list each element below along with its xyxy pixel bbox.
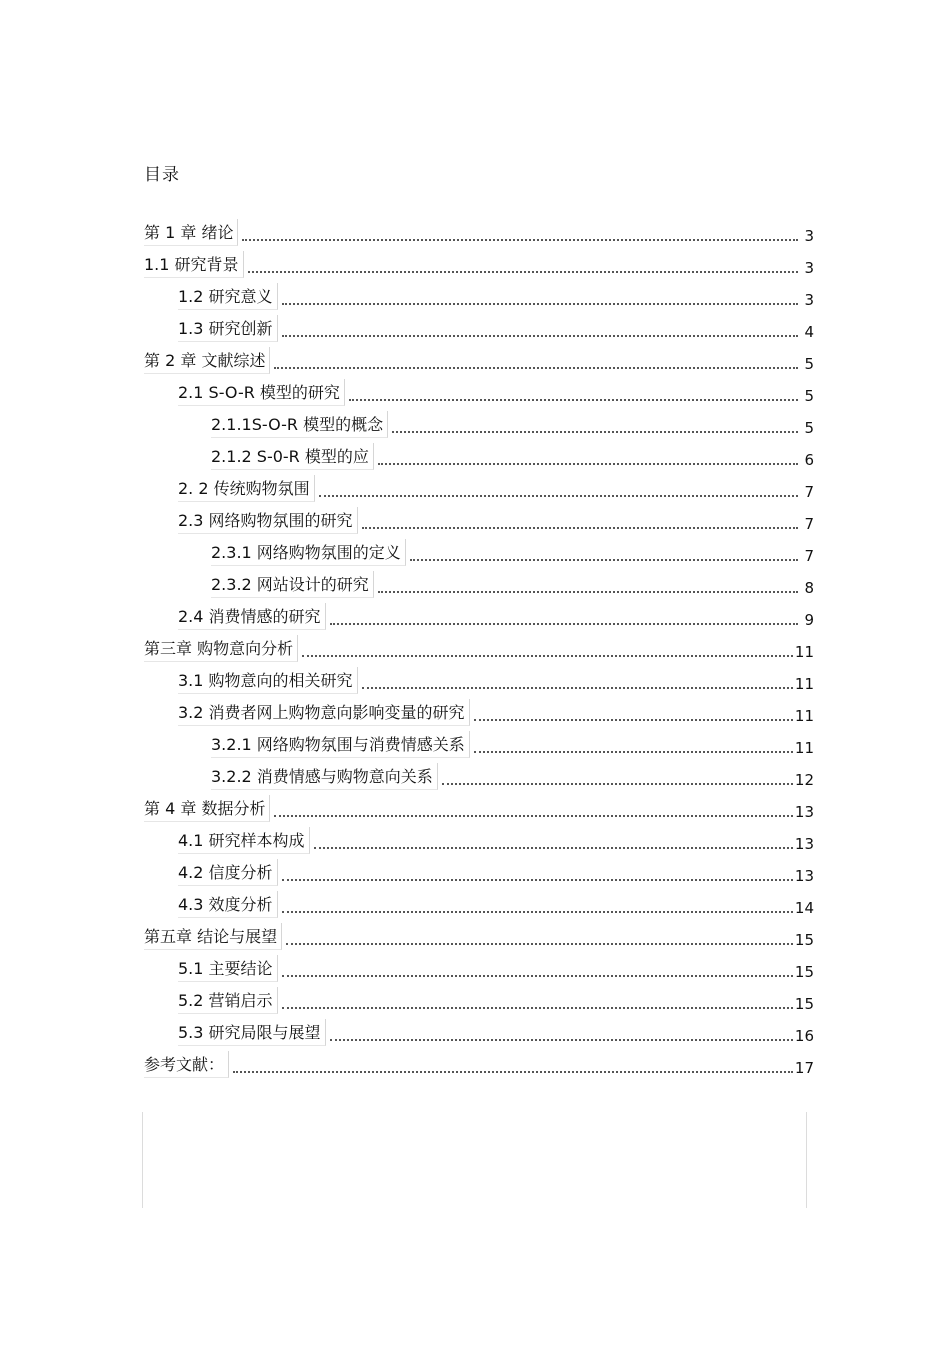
toc-dot-leader — [314, 847, 793, 849]
toc-dot-leader — [349, 399, 798, 401]
toc-entry-label: 3.2.1 网络购物氛围与消费情感关系 — [211, 731, 470, 758]
toc-entry[interactable] — [144, 566, 814, 598]
toc-page-number: 3 — [804, 291, 814, 309]
toc-page-number: 5 — [804, 355, 814, 373]
toc-entry[interactable] — [144, 854, 814, 886]
toc-entry[interactable] — [144, 886, 814, 918]
toc-entry[interactable] — [144, 310, 814, 342]
toc-entry-label: 5.1 主要结论 — [178, 955, 278, 982]
toc-page-number: 12 — [794, 771, 814, 789]
toc-entry[interactable] — [144, 438, 814, 470]
toc-entry[interactable] — [144, 726, 814, 758]
toc-entry-label: 2. 2 传统购物氛围 — [178, 475, 315, 502]
toc-entry-label: 2.3.2 网站设计的研究 — [211, 571, 374, 598]
toc-entry[interactable] — [144, 758, 814, 790]
toc-entry-label: 5.2 营销启示 — [178, 987, 278, 1014]
toc-dot-leader — [282, 911, 793, 913]
toc-dot-leader — [282, 975, 793, 977]
toc-entry-label: 3.1 购物意向的相关研究 — [178, 667, 358, 694]
toc-entry-label: 4.2 信度分析 — [178, 859, 278, 886]
toc-dot-leader — [233, 1071, 793, 1073]
toc-page-number: 13 — [794, 867, 814, 885]
toc-page-number: 7 — [804, 515, 814, 533]
toc-entry-label: 3.2 消费者网上购物意向影响变量的研究 — [178, 699, 470, 726]
toc-entry[interactable] — [144, 598, 814, 630]
toc-dot-leader — [378, 591, 798, 593]
toc-entry-label: 第 1 章 绪论 — [144, 219, 238, 246]
toc-entry-label: 第 4 章 数据分析 — [144, 795, 270, 822]
toc-dot-leader — [474, 719, 793, 721]
toc-page-number: 6 — [804, 451, 814, 469]
toc-page-number: 13 — [794, 835, 814, 853]
toc-page-number: 16 — [794, 1027, 814, 1045]
toc-entry-label: 4.3 效度分析 — [178, 891, 278, 918]
toc-dot-leader — [410, 559, 798, 561]
toc-entry[interactable] — [144, 1014, 814, 1046]
toc-page-number: 11 — [794, 707, 814, 725]
toc-page-number: 15 — [794, 931, 814, 949]
toc-page-number: 3 — [804, 227, 814, 245]
toc-entry[interactable] — [144, 502, 814, 534]
toc-entry[interactable] — [144, 694, 814, 726]
toc-entry-label: 3.2.2 消费情感与购物意向关系 — [211, 763, 438, 790]
toc-dot-leader — [282, 335, 798, 337]
toc-entry-label: 1.3 研究创新 — [178, 315, 278, 342]
toc-page-number: 14 — [794, 899, 814, 917]
toc-entry[interactable] — [144, 534, 814, 566]
toc-entry-label: 2.3 网络购物氛围的研究 — [178, 507, 358, 534]
toc-entry[interactable] — [144, 630, 814, 662]
toc-page-number: 9 — [804, 611, 814, 629]
toc-entry-label: 1.2 研究意义 — [178, 283, 278, 310]
toc-page-number: 7 — [804, 547, 814, 565]
toc-dot-leader — [362, 687, 793, 689]
toc-page-number: 13 — [794, 803, 814, 821]
toc-entry-label: 参考文献： — [144, 1051, 229, 1078]
toc-entry[interactable] — [144, 470, 814, 502]
toc-page-number: 11 — [794, 739, 814, 757]
toc-entry[interactable] — [144, 822, 814, 854]
toc-entry[interactable] — [144, 342, 814, 374]
toc-entry-label: 4.1 研究样本构成 — [178, 827, 310, 854]
toc-entry[interactable] — [144, 278, 814, 310]
frame-line-right — [806, 1112, 807, 1208]
toc-dot-leader — [330, 1039, 793, 1041]
toc-dot-leader — [282, 1007, 793, 1009]
toc-entry[interactable] — [144, 246, 814, 278]
toc-dot-leader — [378, 463, 798, 465]
toc-dot-leader — [362, 527, 798, 529]
toc-dot-leader — [319, 495, 798, 497]
toc-dot-leader — [242, 239, 798, 241]
toc-entry[interactable] — [144, 1046, 814, 1078]
toc-page-number: 7 — [804, 483, 814, 501]
toc-entry-label: 第 2 章 文献综述 — [144, 347, 270, 374]
toc-entry-label: 2.4 消费情感的研究 — [178, 603, 326, 630]
toc-page-number: 5 — [804, 387, 814, 405]
toc-entry[interactable] — [144, 406, 814, 438]
toc-entry[interactable] — [144, 662, 814, 694]
toc-dot-leader — [442, 783, 793, 785]
toc-page-number: 15 — [794, 995, 814, 1013]
toc-entry-label: 2.1.1S-O-R 模型的概念 — [211, 411, 388, 438]
toc-page-number: 17 — [794, 1059, 814, 1077]
toc-entry-label: 第五章 结论与展望 — [144, 923, 282, 950]
toc-dot-leader — [248, 271, 798, 273]
toc-page-number: 4 — [804, 323, 814, 341]
toc-page-number: 8 — [804, 579, 814, 597]
toc-dot-leader — [282, 879, 793, 881]
toc-dot-leader — [282, 303, 798, 305]
toc-entry-label: 2.3.1 网络购物氛围的定义 — [211, 539, 406, 566]
toc-entry[interactable] — [144, 918, 814, 950]
toc-dot-leader — [392, 431, 798, 433]
toc-entry-label: 2.1.2 S-0-R 模型的应 — [211, 443, 374, 470]
toc-entry[interactable] — [144, 214, 814, 246]
toc-dot-leader — [302, 655, 793, 657]
toc-page-number: 11 — [794, 675, 814, 693]
toc-entry-label: 1.1 研究背景 — [144, 251, 244, 278]
toc-page-number: 5 — [804, 419, 814, 437]
toc-dot-leader — [474, 751, 793, 753]
toc-dot-leader — [274, 367, 798, 369]
toc-entry[interactable] — [144, 982, 814, 1014]
toc-dot-leader — [330, 623, 798, 625]
toc-entry-label: 第三章 购物意向分析 — [144, 635, 298, 662]
toc-page-number: 11 — [794, 643, 814, 661]
toc-entry[interactable] — [144, 374, 814, 406]
table-of-contents — [144, 214, 814, 1078]
toc-entry-label: 5.3 研究局限与展望 — [178, 1019, 326, 1046]
toc-page-number: 15 — [794, 963, 814, 981]
toc-title: 目录 — [144, 165, 180, 185]
frame-line-left — [142, 1112, 143, 1208]
toc-dot-leader — [274, 815, 792, 817]
toc-entry-label: 2.1 S-O-R 模型的研究 — [178, 379, 345, 406]
toc-entry[interactable] — [144, 950, 814, 982]
toc-page-number: 3 — [804, 259, 814, 277]
toc-entry[interactable] — [144, 790, 814, 822]
toc-dot-leader — [286, 943, 793, 945]
